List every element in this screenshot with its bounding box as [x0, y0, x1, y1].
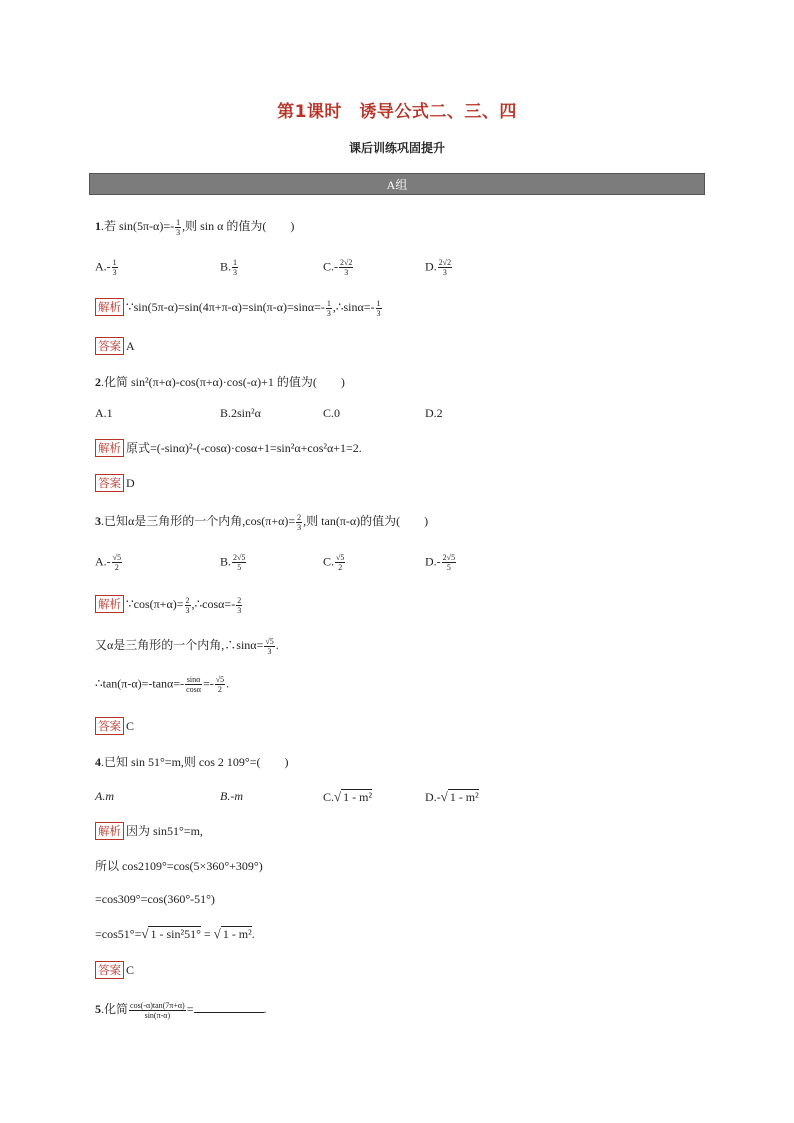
q3-option-c[interactable]: C. $\frac{√5}{2}$	[323, 553, 345, 572]
q4-option-a[interactable]: A.m	[95, 789, 114, 803]
q4-option-d[interactable]: D.-√ 1 - m²	[425, 789, 479, 804]
q3-analysis-line1: 解析 ∵cos(π+α)= $\frac{2}{3}$ ,∴cosα=- $\frac{2}{3}$	[95, 595, 243, 615]
q3-answer: 答案 C	[95, 717, 134, 735]
page-title: 第1课时 诱导公式二、三、四	[277, 102, 517, 122]
q3-option-b[interactable]: B. $\frac{2√5}{5}$	[220, 553, 246, 572]
q2-option-c[interactable]: C.0	[323, 406, 341, 420]
q4-analysis-line2: 所以 cos2109°=cos(5×360°+309°)	[95, 859, 263, 873]
q4-option-b[interactable]: B.-m	[220, 789, 243, 803]
answer-blank[interactable]	[194, 1002, 264, 1013]
q2-option-b[interactable]: B.2sin²α	[220, 406, 261, 420]
analysis-tag: 解析	[95, 298, 124, 316]
group-header: A组	[89, 173, 705, 195]
q1-option-a[interactable]: A.- $\frac{1}{3}$	[95, 258, 117, 277]
q1-answer: 答案 A	[95, 337, 135, 355]
q2-option-a[interactable]: A.1	[95, 406, 113, 420]
q2-analysis: 解析 原式=(-sinα)²-(-cosα)·cosα+1=sin²α+cos²α+1=2.	[95, 439, 362, 457]
q4-analysis-line1: 解析 因为 sin51°=m,	[95, 822, 203, 840]
q4-answer: 答案 C	[95, 961, 134, 979]
q1-option-d[interactable]: D. $\frac{2√2}{3}$	[425, 258, 452, 277]
q3-option-d[interactable]: D.- $\frac{2√5}{5}$	[425, 553, 456, 572]
q3-analysis-line3: ∴tan(π-α)=-tanα=- $\frac{\sin\alpha}{\cos\alpha}$ =- $\frac{√5}{2}$ .	[95, 675, 230, 694]
q3-option-a[interactable]: A.- $\frac{√5}{2}$	[95, 553, 122, 572]
answer-tag: 答案	[95, 337, 124, 355]
q4-analysis-line3: =cos309°=cos(360°-51°)	[95, 892, 215, 906]
q2-answer: 答案 D	[95, 474, 135, 492]
question-5: 5.化简 $\frac{\cos(-\alpha)\tan(7\pi+\alpha)}{\sin(\pi-\alpha)}$ = .	[95, 1000, 267, 1020]
q1-analysis: 解析 ∵sin(5π-α)=sin(4π+π-α)=sin(π-α)=sinα=- $\frac{1}{3}$ ,∴sinα=- $\frac{1}{3}$	[95, 298, 383, 318]
q1-option-b[interactable]: B. $\frac{1}{3}$	[220, 258, 238, 277]
q3-analysis-line2: 又α是三角形的一个内角,∴sinα= $\frac{√5}{3}$ .	[95, 636, 279, 656]
page-subtitle: 课后训练巩固提升	[348, 141, 445, 155]
question-3: 3.已知α是三角形的一个内角,cos(π+α)= $\frac{2}{3}$ ,则 tan(π-α)的值为( )	[95, 512, 429, 532]
q2-option-d[interactable]: D.2	[425, 406, 443, 420]
question-1: 1.若 sin(5π-α)=- $\frac{1}{3}$ ,则 sin α 的值为( )	[95, 217, 295, 237]
q4-analysis-line4: =cos51°=√ 1 - sin²51° = √ 1 - m².	[95, 926, 255, 941]
question-4: 4.已知 sin 51°=m,则 cos 2 109°=( )	[95, 755, 289, 769]
q4-option-c[interactable]: C.√ 1 - m²	[323, 789, 373, 804]
q1-option-c[interactable]: C.- $\frac{2√2}{3}$	[323, 258, 353, 277]
question-2: 2.化简 sin²(π+α)-cos(π+α)·cos(-α)+1 的值为( )	[95, 375, 345, 389]
